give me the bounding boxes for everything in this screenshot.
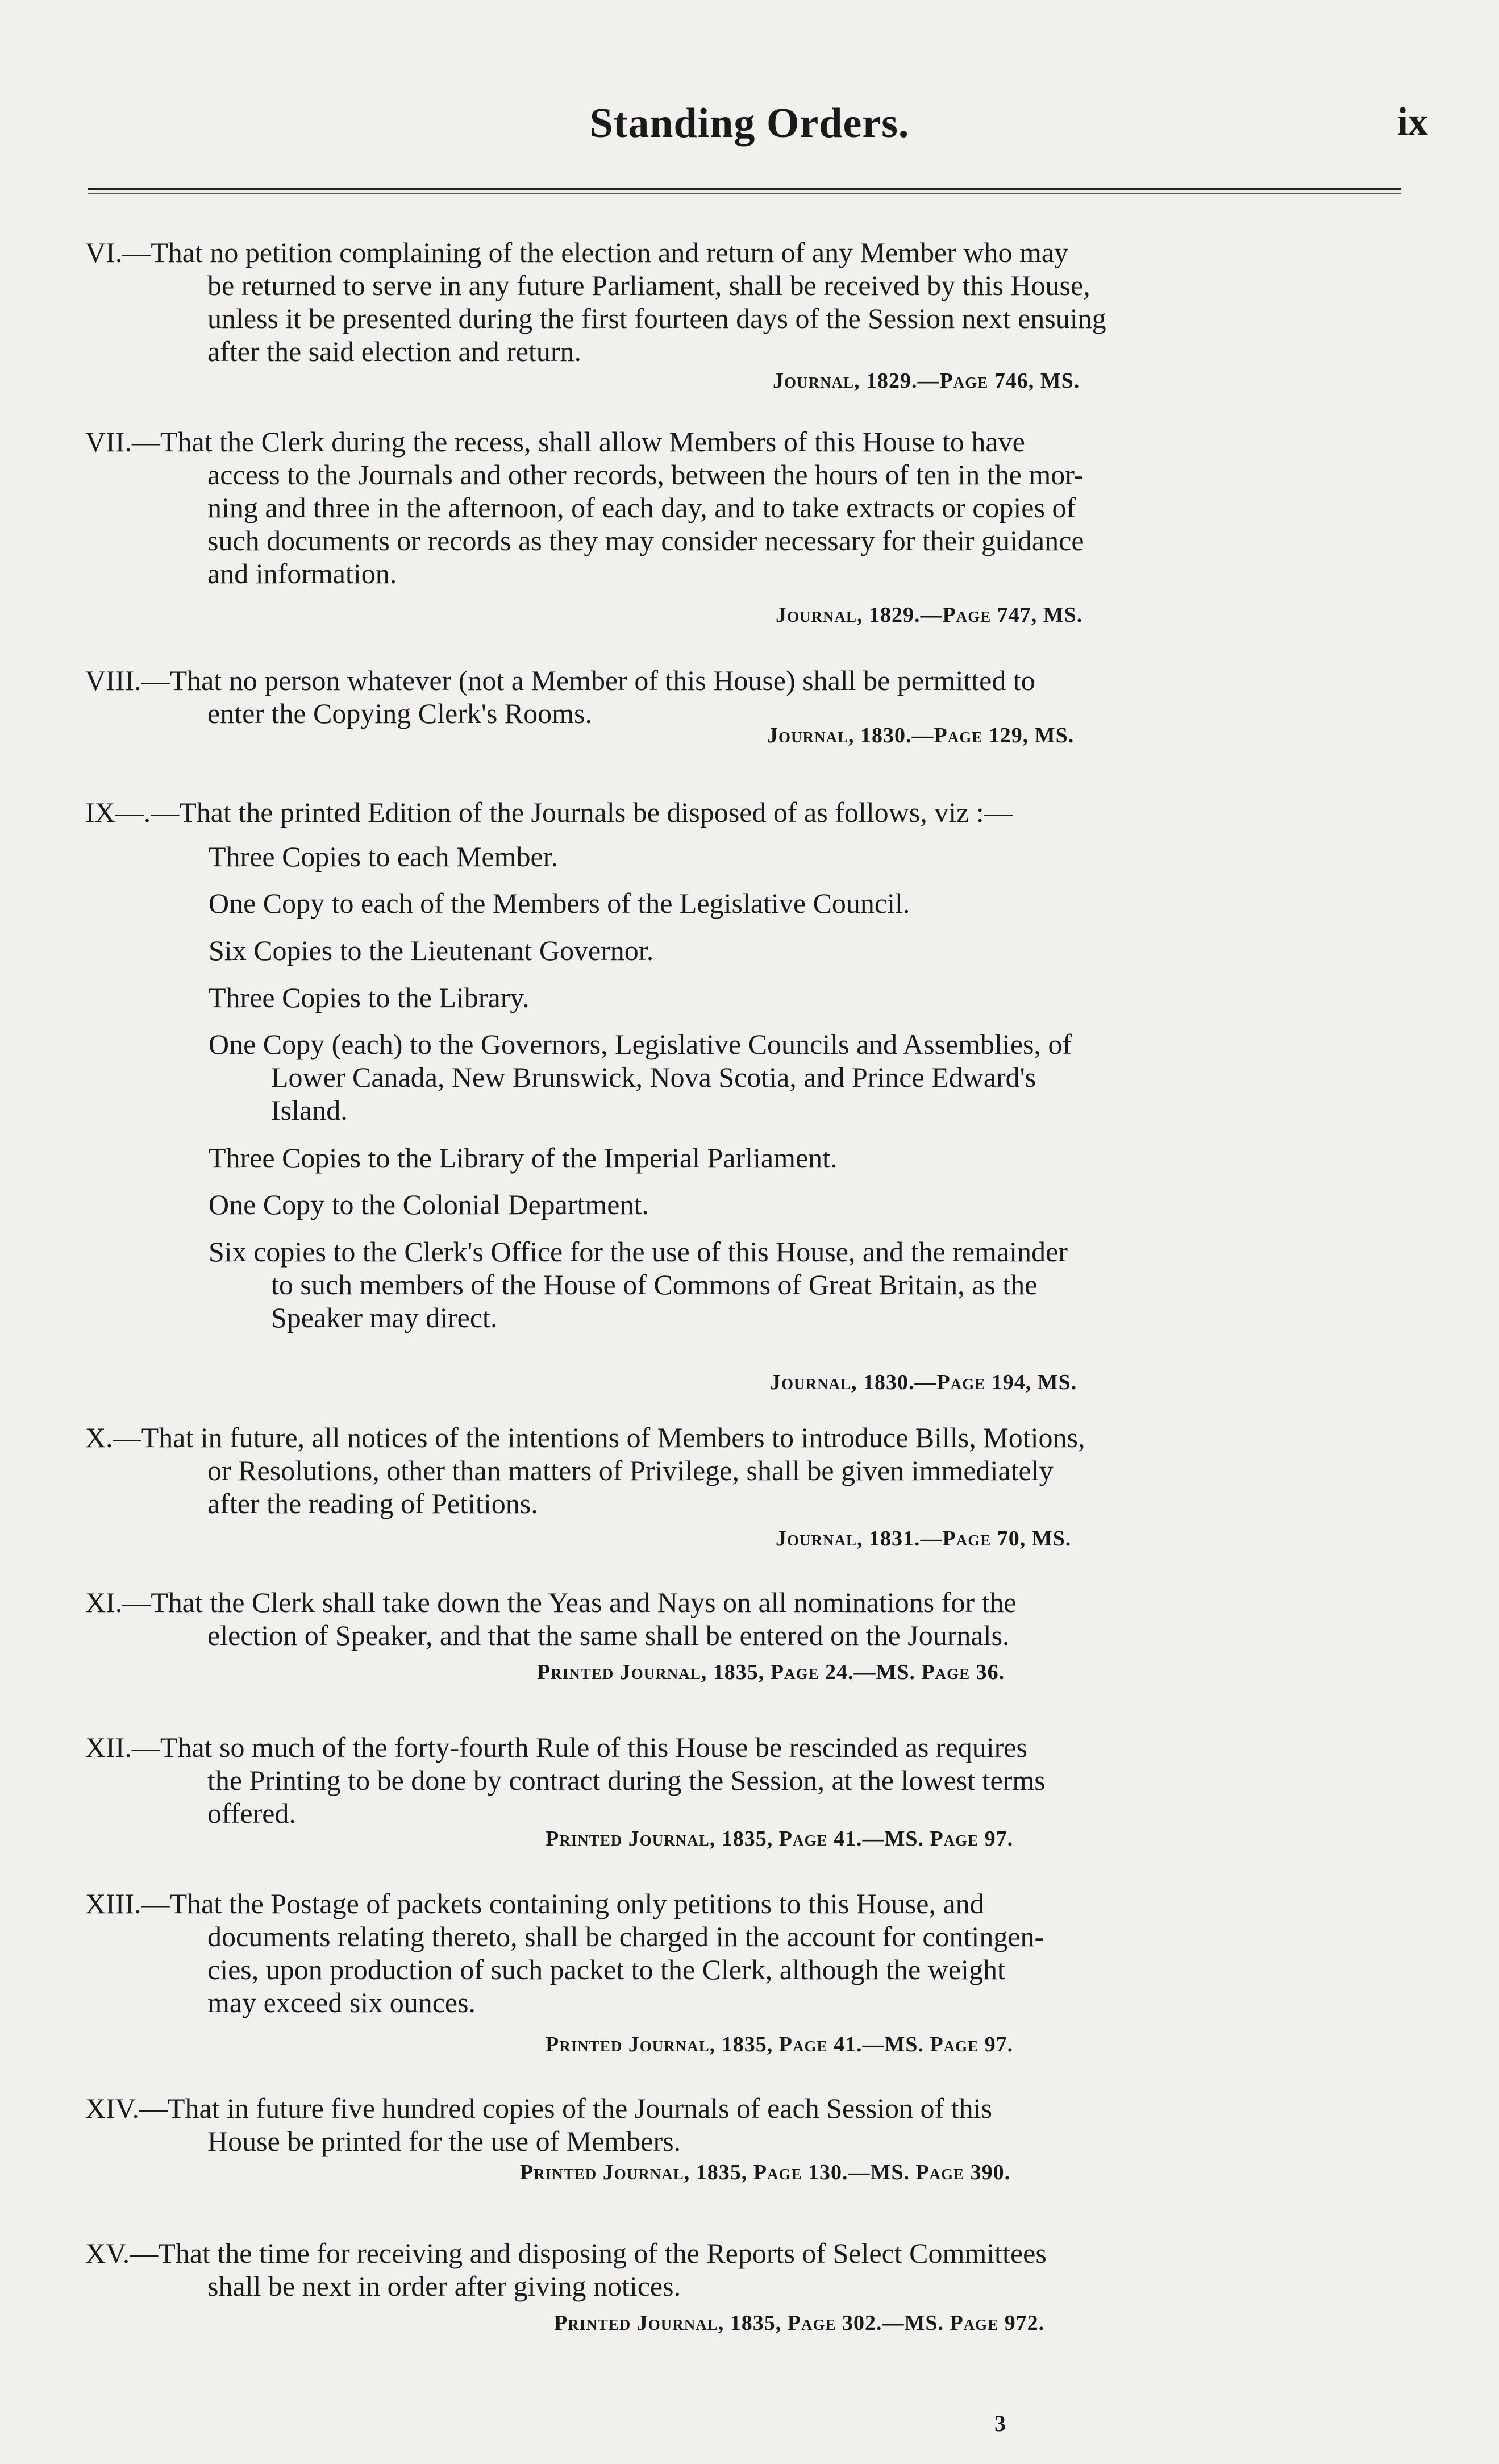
journal-citation: Printed Journal, 1835, Page 41.—MS. Page 97. bbox=[546, 1827, 1014, 1851]
order-text-line: may exceed six ounces. bbox=[207, 1987, 476, 2018]
standing-order bbox=[85, 1586, 1193, 1652]
order-text-line: documents relating thereto, shall be charged in the account for contingen- bbox=[207, 1921, 1044, 1952]
order-text-line: after the said election and return. bbox=[207, 335, 582, 367]
standing-order bbox=[85, 1887, 1193, 2019]
standing-order bbox=[85, 425, 1193, 590]
order-text-line: and information. bbox=[207, 558, 397, 589]
order-text-line: That the Clerk during the recess, shall allow Members of this House to have bbox=[160, 426, 1025, 458]
order-text-line: House be printed for the use of Members. bbox=[207, 2125, 681, 2157]
distribution-item-line: Lower Canada, New Brunswick, Nova Scotia, and Prince Edward's bbox=[271, 1061, 1036, 1093]
distribution-item-line: Island. bbox=[271, 1094, 348, 1126]
order-text-line: election of Speaker, and that the same shall be entered on the Journals. bbox=[207, 1619, 1010, 1651]
order-text-line: offered. bbox=[207, 1797, 296, 1829]
distribution-item-line: Three Copies to the Library of the Imperial Parliament. bbox=[209, 1142, 838, 1174]
distribution-item-line: Three Copies to each Member. bbox=[209, 841, 559, 872]
journal-citation: Journal, 1830.—Page 194, MS. bbox=[770, 1370, 1077, 1394]
distribution-item bbox=[209, 1141, 1186, 1174]
distribution-item bbox=[209, 887, 1186, 920]
standing-order bbox=[85, 1731, 1193, 1830]
journal-citation: Printed Journal, 1835, Page 130.—MS. Page 390. bbox=[520, 2160, 1011, 2184]
order-text-line: unless it be presented during the first fourteen days of the Session next ensuing bbox=[207, 302, 1106, 334]
page-title: Standing Orders. bbox=[589, 100, 910, 147]
order-text-line: after the reading of Petitions. bbox=[207, 1487, 538, 1519]
distribution-item-line: Six Copies to the Lieutenant Governor. bbox=[209, 934, 654, 966]
order-text-line: ning and three in the afternoon, of each day, and to take extracts or copies of bbox=[207, 492, 1076, 523]
distribution-item bbox=[209, 840, 1186, 873]
distribution-item bbox=[209, 934, 1186, 967]
signature-mark: 3 bbox=[994, 2411, 1006, 2436]
journal-citation: Printed Journal, 1835, Page 24.—MS. Page 36. bbox=[537, 1660, 1005, 1684]
order-text-line: That so much of the forty-fourth Rule of this House be rescinded as requires bbox=[160, 1731, 1027, 1763]
distribution-item-line: One Copy to each of the Members of the Legislative Council. bbox=[209, 887, 910, 919]
journal-citation: Journal, 1829.—Page 747, MS. bbox=[776, 603, 1083, 627]
order-text-line: such documents or records as they may consider necessary for their guidance bbox=[207, 525, 1084, 556]
order-text-line: the Printing to be done by contract during the Session, at the lowest terms bbox=[207, 1764, 1046, 1796]
distribution-item-line: Three Copies to the Library. bbox=[209, 982, 530, 1013]
distribution-item-line: One Copy (each) to the Governors, Legislative Councils and Assemblies, of bbox=[209, 1028, 1072, 1060]
distribution-item-line: Speaker may direct. bbox=[271, 1302, 498, 1333]
header-rule bbox=[88, 188, 1401, 194]
order-text-line: cies, upon production of such packet to the Clerk, although the weight bbox=[207, 1954, 1005, 1985]
page-header bbox=[0, 99, 1499, 168]
journal-citation: Journal, 1831.—Page 70, MS. bbox=[776, 1527, 1072, 1551]
standing-order bbox=[85, 1421, 1193, 1520]
distribution-item-line: to such members of the House of Commons of Great Britain, as the bbox=[271, 1269, 1038, 1300]
order-number: VIII.— bbox=[85, 664, 170, 696]
order-text-line: That the printed Edition of the Journals be disposed of as follows, viz :— bbox=[179, 796, 1013, 828]
journal-citation: Journal, 1829.—Page 746, MS. bbox=[773, 369, 1080, 393]
order-number: IX—.— bbox=[85, 796, 180, 828]
standing-order bbox=[85, 796, 1193, 829]
order-text-line: That the Clerk shall take down the Yeas and Nays on all nominations for the bbox=[151, 1586, 1017, 1618]
order-number: XIII.— bbox=[85, 1888, 170, 1919]
order-number: X.— bbox=[85, 1422, 141, 1453]
order-number: VII.— bbox=[85, 426, 160, 458]
order-text-line: That in future, all notices of the intentions of Members to introduce Bills, Motions, bbox=[141, 1422, 1085, 1453]
order-number: XIV.— bbox=[85, 2092, 168, 2124]
distribution-item bbox=[209, 981, 1186, 1014]
order-text-line: That no person whatever (not a Member of this House) shall be permitted to bbox=[169, 664, 1035, 696]
order-number: VI.— bbox=[85, 236, 151, 268]
distribution-item bbox=[209, 1028, 1186, 1127]
order-text-line: That the Postage of packets containing only petitions to this House, and bbox=[169, 1888, 984, 1919]
standing-order bbox=[85, 2092, 1193, 2158]
distribution-item bbox=[209, 1188, 1186, 1221]
journal-citation: Journal, 1830.—Page 129, MS. bbox=[767, 724, 1075, 747]
order-text-line: or Resolutions, other than matters of Privilege, shall be given immediately bbox=[207, 1455, 1054, 1486]
order-number: XII.— bbox=[85, 1731, 160, 1763]
standing-order bbox=[85, 664, 1193, 730]
order-text-line: shall be next in order after giving notices. bbox=[207, 2270, 681, 2302]
journal-citation: Printed Journal, 1835, Page 41.—MS. Page 97. bbox=[546, 2033, 1014, 2056]
order-text-line: be returned to serve in any future Parliament, shall be received by this House, bbox=[207, 269, 1090, 301]
order-text-line: That in future five hundred copies of the Journals of each Session of this bbox=[167, 2092, 992, 2124]
page-number: ix bbox=[1397, 100, 1428, 144]
distribution-item-line: One Copy to the Colonial Department. bbox=[209, 1189, 649, 1220]
order-text-line: That no petition complaining of the election and return of any Member who may bbox=[151, 236, 1069, 268]
standing-order bbox=[85, 236, 1193, 368]
order-number: XI.— bbox=[85, 1586, 151, 1618]
order-text-line: access to the Journals and other records, between the hours of ten in the mor- bbox=[207, 459, 1084, 491]
order-text-line: enter the Copying Clerk's Rooms. bbox=[207, 697, 593, 729]
standing-order bbox=[85, 2237, 1193, 2303]
order-text-line: That the time for receiving and disposing of the Reports of Select Committees bbox=[158, 2237, 1047, 2269]
distribution-item-line: Six copies to the Clerk's Office for the use of this House, and the remainder bbox=[209, 1236, 1068, 1268]
distribution-item bbox=[209, 1235, 1186, 1334]
journal-citation: Printed Journal, 1835, Page 302.—MS. Page 972. bbox=[554, 2311, 1045, 2335]
order-number: XV.— bbox=[85, 2237, 159, 2269]
